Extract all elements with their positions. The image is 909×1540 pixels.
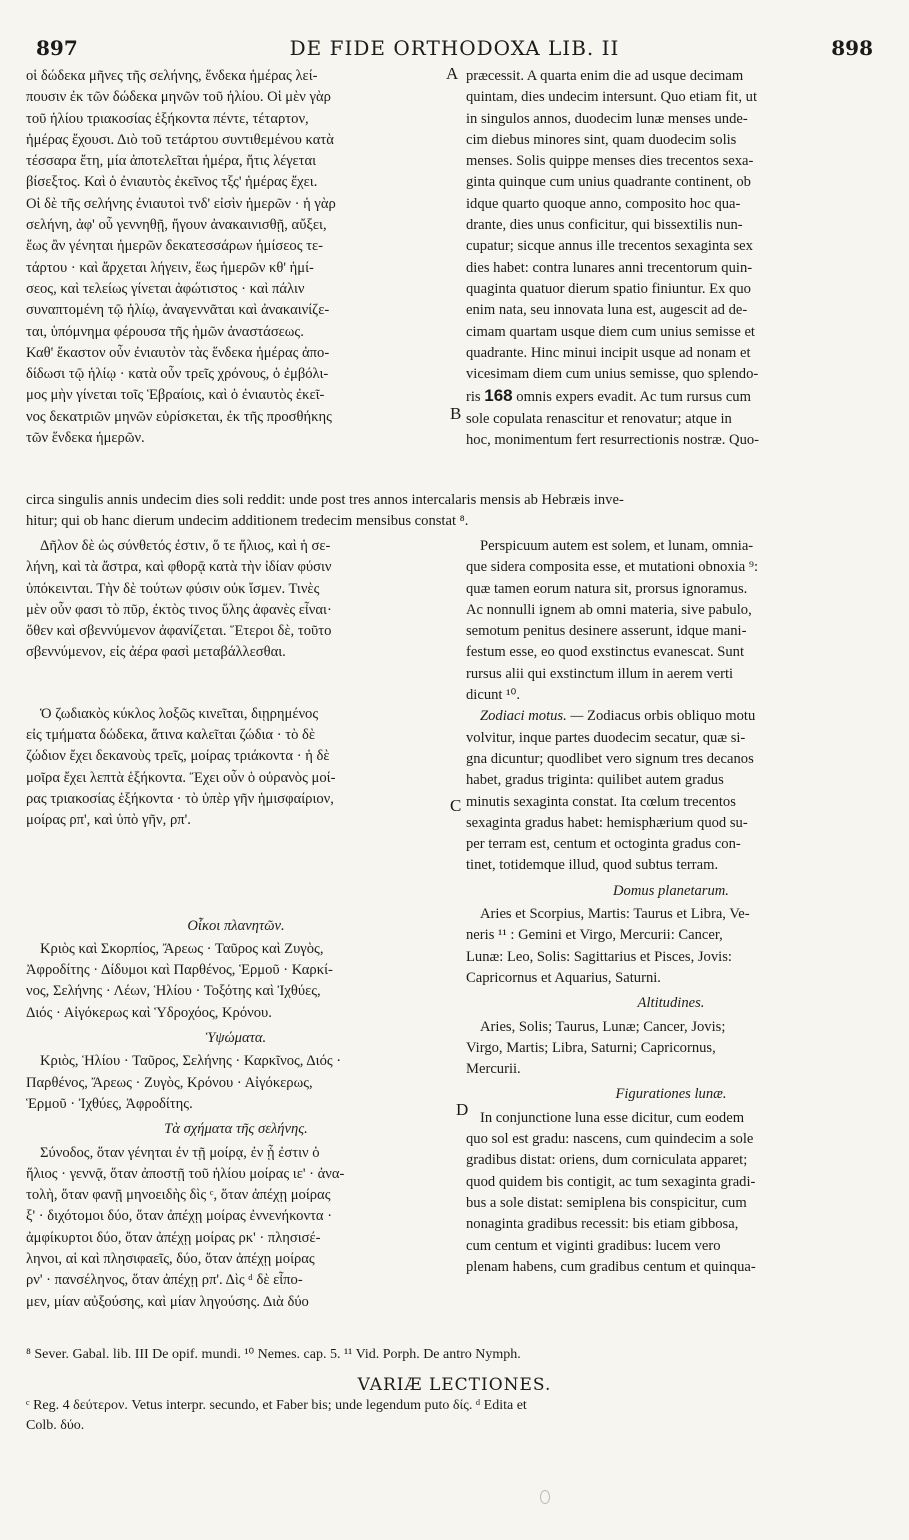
running-title: DE FIDE ORTHODOXA LIB. II [289,36,620,60]
text-line: que sidera composita esse, et mutationi obnoxia ⁹: [466,559,759,576]
text-line: Aries et Scorpius, Martis: Taurus et Libra, Ve- [480,906,750,923]
greek-paragraph-calendar [26,66,446,449]
text-line: μος μὴν γίνεται τοῖς Ἑβραίοις, καὶ ὁ ἐνιαυτὸς ἐκεῖ- [26,387,325,404]
text-line: τολὴ, ὅταν φανῇ μηνοειδὴς δὶς ᶜ, ὅταν ἀπέχῃ μοίρας [26,1187,331,1204]
text-line: quod quidem bis contigit, ac tum sexaginta gradi- [466,1173,756,1190]
greek-paragraph-houses [26,939,446,1024]
text-line: σελήνη, ἀφ' οὗ γεννηθῇ, ἤγουν ἀνακαινισθῇ, αὔξει, [26,217,327,234]
variant-readings-title: VARIÆ LECTIONES. [357,1375,552,1395]
text-line: gradibus distat: oriens, dum corniculata apparet; [466,1152,748,1169]
text-line: Ὁ ζωδιακὸς κύκλος λοξῶς κινεῖται, διῃρημένος [40,705,319,722]
page-number-left: 897 [36,36,78,60]
latin-paragraph-zodiac [466,706,876,876]
text-line: ξ' · διχότομοι δύο, ὅταν ἀπέχῃ μοίρας ἐννενήκοντα · [26,1208,333,1225]
text-line: δίδωσι τῷ ἡλίῳ · κατὰ οὖν τρεῖς χρόνους, ὁ ἐμβόλι- [26,366,329,383]
text-line: volvitur, inque partes duodecim secatur, quæ si- [466,729,746,746]
text-line: festum esse, eo quod exstinctus evanescat. Sunt [466,644,745,661]
text-line: minutis sexaginta constat. Ita cœlum trecentos [466,793,736,810]
text-line [480,708,755,724]
text-line: ginta quinque cum unius quadrante continent, ob [466,174,751,191]
text-line: plenam habens, cum gradibus centum et quinqua- [466,1258,756,1275]
text-line: Παρθένος, Ἄρεως · Ζυγὸς, Κρόνου · Αἰγόκερως, [26,1074,313,1091]
text-line: Διός · Αἰγόκερως καὶ Ὑδροχόος, Κρόνου. [26,1004,272,1021]
spacer [26,832,446,872]
margin-marker-a: A [446,64,459,83]
greek-column-upper [26,66,446,449]
text-line: Οἱ δὲ τῆς σελήνης ἐνιαυτοὶ τνδ' εἰσὶν ἡμερῶν · ἡ γὰρ [26,195,336,212]
text-line: sole copulata renascitur et renovatur; atque in [466,410,732,427]
text-line: dies habet: contra lunares anni trecentorum quin- [466,259,753,276]
paper-blemish [540,1490,550,1504]
text-line: menses. Solis quippe menses dies trecentos sexa- [466,153,754,170]
text-line: συναπτομένη τῷ ἡλίῳ, ἀναγεννᾶται καὶ ἀνακαινίζε- [26,302,330,319]
text-line: σεος, καὶ τελείως γίνεται ἀφώτιστος · καὶ πάλιν [26,280,305,297]
latin-heading-exaltations: Altitudines. [637,995,705,1012]
text-line: Lunæ: Leo, Solis: Sagittarius et Pisces, Jovis: [466,948,732,965]
text-line: præcessit. A quarta enim die ad usque decimam [466,68,744,84]
text-line: ἥλιος · γεννᾷ, ὅταν ἀποστῇ τοῦ ἡλίου μοίρας ιε' · ἀνα- [26,1165,345,1182]
text-line: βίσεξτος. Καὶ ὁ ἐνιαυτὸς ἐκεῖνος τξς' ἡμέρας ἔχει. [26,174,318,191]
text-line: neris ¹¹ : Gemini et Virgo, Mercurii: Cancer, [466,927,723,944]
text-line: ται, ὑπόμνημα φέρουσα τῆς ἡμῶν ἀναστάσεως. [26,323,304,340]
text-line: ρας τριακοσίας ἑξήκοντα · τὸ ὑπὲρ γῆν ἡμισφαίριον, [26,790,334,807]
text-line: quintam, dies undecim intersunt. Quo etiam fit, ut [466,89,758,106]
margin-marker-b: B [450,404,462,423]
margin-marker-c: C [450,796,462,815]
margin-marker-d: D [456,1100,469,1119]
page-number-right: 898 [831,36,873,60]
greek-heading-moon-phases: Τὰ σχήματα τῆς σελήνης. [164,1121,308,1138]
text-line: τέσσαρα ἔτη, μία ἀποτελεῖται ἡμέρα, ἥτις λέγεται [26,153,317,170]
text-line: Capricornus et Aquarius, Saturni. [466,969,661,986]
latin-column-lower [466,536,876,1278]
text-line: hitur; qui ob hanc dierum undecim additionem tredecim mensibus constat ⁸. [26,513,469,530]
footnotes [26,1345,876,1365]
text-line: cum centum et viginti gradibus: lucem vero [466,1237,721,1254]
text-line: σβεννύμενον, εἰς ἀέρα φασὶ μεταβάλλεσθαι. [26,644,286,661]
text-line: quæ tamen eorum natura sit, prorsus ignoramus. [466,580,748,597]
text-line: cim diebus minores sint, quam duodecim solis [466,131,737,148]
text-line: μὲν οὖν φασι τὸ πῦρ, ἐκτὸς τινος ὕλης ἀφανὲς εἶναι· [26,601,332,618]
text-line: quadrante. Hinc minui incipit usque ad nonam et [466,344,751,361]
text-line: ᶜ Reg. 4 δεύτερον. Vetus interpr. secundo, et Faber bis; unde legendum puto δίς. ᵈ Edita et [26,1398,527,1413]
text-line: μοίρας ρπ', καὶ ὑπὸ γῆν, ρπ'. [26,812,191,829]
text-line: Καθ' ἕκαστον οὖν ἐνιαυτὸν τὰς ἕνδεκα ἡμέρας ἀπο- [26,344,330,361]
text-fragment: ris [466,389,481,406]
text-line: ἀμφίκυρτοι δύο, ὅταν ἀπέχῃ μοίρας ρκ' · πλησισέ- [26,1229,321,1246]
latin-paragraph-calendar [466,66,876,451]
text-line: rursus alii qui exstinctum illum in aerem verti [466,665,734,682]
latin-paragraph-moon-phases [466,1108,876,1278]
text-line: Κριὸς καὶ Σκορπίος, Ἄρεως · Ταῦρος καὶ Ζυγὸς, [40,940,324,957]
text-line: per terram est, centum et octoginta gradus con- [466,836,741,853]
text-line: ἕως ἂν γένηται ἡμερῶν δεκατεσσάρων ἡμίσεος τε- [26,238,324,255]
text-line: ζώδιον ἔχει δεκανοὺς τρεῖς, μοίρας τριάκοντα · ἡ δὲ [26,748,330,765]
text-line: Κριὸς, Ἡλίου · Ταῦρος, Σελήνης · Καρκῖνος, Διός · [40,1053,342,1070]
text-line: Aries, Solis; Taurus, Lunæ; Cancer, Jovis; [480,1018,726,1035]
text-line: ληνοι, αἱ καὶ πλησιφαεῖς, δύο, ὅταν ἀπέχῃ μοίρας [26,1251,315,1268]
text-line: τοῦ ἡλίου τριακοσίας ἑξήκοντα πέντε, τέταρτον, [26,110,309,127]
text-line: Virgo, Martis; Libra, Saturni; Capricornus, [466,1039,716,1056]
latin-paragraph-exaltations [466,1017,876,1081]
wide-paragraph [26,490,876,533]
text-line: cupatur; sicque annus ille trecentos sexaginta sex [466,238,753,255]
latin-column-upper [466,66,876,451]
text-line: gna dicuntur; quodlibet vero signum tres decanos [466,750,754,767]
text-line: Mercurii. [466,1061,521,1078]
text-line: τῶν ἕνδεκα ἡμερῶν. [26,430,145,447]
text-line: νος δεκατριῶν μηνῶν εὑρίσκεται, ἐκ τῆς προσθήκης [26,408,332,425]
variant-readings [26,1396,876,1436]
text-line: ἡμέρας ἔχουσι. Διὸ τοῦ τετάρτου συντιθεμένου κατὰ [26,131,334,148]
text-line: μεν, μίαν αὐξούσης, καὶ μίαν ληγούσης. Διὰ δύο [26,1293,309,1310]
text-line: nonaginta gradibus recessit: bis etiam gibbosa, [466,1216,739,1233]
text-line: εἰς τμήματα δώδεκα, ἅτινα καλεῖται ζώδια · τὸ δὲ [26,727,316,744]
latin-heading-planet-houses: Domus planetarum. [613,882,729,899]
text-line: ὑπόκεινται. Τὴν δὲ τούτων φύσιν οὐκ ἴσμεν. Τινὲς [26,580,320,597]
text-line: vicesimam diem cum unius semisse, quo splendo- [466,366,759,383]
latin-paragraph-houses [466,904,876,989]
greek-column-lower [26,536,446,1313]
text-line: circa singulis annis undecim dies soli reddit: unde post tres annos intercalaris mensis ab Hebræis inve- [26,492,624,508]
text-line: habet, gradus triginta: quilibet autem gradus [466,772,724,789]
text-line: cimam quartam usque diem cum unius semisse et [466,323,755,340]
text-line: Σύνοδος, ὅταν γένηται ἐν τῇ μοίρᾳ, ἐν ᾗ ἐστιν ὁ [40,1144,320,1161]
column-number: 168 [484,386,513,406]
text-line: bus a sole distat: semiplena bis conspicitur, cum [466,1194,747,1211]
text-line: Ἑρμοῦ · Ἰχθύες, Ἀφροδίτης. [26,1095,193,1112]
greek-heading-exaltations: Ὑψώματα. [205,1030,267,1047]
text-line: sexaginta gradus habet: hemisphærium quod su- [466,814,748,831]
variant-readings-text [26,1396,876,1436]
text-line: quaginta quatuor dierum spatio finiuntur. Ex quo [466,280,751,297]
text-line: quo sol est gradu: nascens, cum quindecim a sole [466,1131,754,1148]
full-width-continuation [26,490,876,533]
latin-heading-moon-phases: Figurationes lunæ. [615,1086,727,1103]
text-line: μοῖρα ἔχει λεπτὰ ἑξήκοντα. Ἔχει οὖν ὁ οὐρανὸς μοί- [26,769,336,786]
text-line: οἱ δώδεκα μῆνες τῆς σελήνης, ἕνδεκα ἡμέρας λεί- [26,68,318,84]
text-line: Ἀφροδίτης · Δίδυμοι καὶ Παρθένος, Ἑρμοῦ · Καρκί- [26,962,333,979]
text-line: Δῆλον δὲ ὡς σύνθετός ἐστιν, ὅ τε ἥλιος, καὶ ἡ σε- [40,538,331,554]
footnote-line: ⁸ Sever. Gabal. lib. III De opif. mundi. ¹⁰ Nemes. cap. 5. ¹¹ Vid. Porph. De antro Nymph. [26,1347,521,1362]
text-line: in singulos annos, duodecim lunæ menses unde- [466,110,748,127]
text-line: τάρτου · καὶ ἄρχεται λήγειν, ἕως ἡμερῶν κθ' ἡμί- [26,259,314,276]
text-line: idque quarto quoque anno, composito hoc qua- [466,195,741,212]
text-line [466,386,751,406]
text-line: Perspicuum autem est solem, et lunam, omnia- [480,538,754,554]
text-line: drante, dies unus conficitur, qui bissextilis nun- [466,217,743,234]
text-fragment: omnis expers evadit. Ac tum rursus cum [516,389,751,406]
greek-paragraph-exaltations [26,1051,446,1115]
text-fragment: Zodiacus orbis obliquo motu [587,708,756,725]
text-line: In conjunctione luna esse dicitur, cum eodem [480,1109,745,1126]
greek-paragraph-moon-phases [26,1143,446,1313]
side-heading-zodiac: Zodiaci motus. — [480,708,584,725]
text-line: semotum penitus desinere asserunt, idque mani- [466,623,747,640]
text-line: ὅθεν καὶ σβεννύμενον ἀφανίζεται. Ἕτεροι δὲ, τοῦτο [26,623,332,640]
greek-heading-planet-houses: Οἶκοι πλανητῶν. [187,917,285,934]
text-line: dicunt ¹⁰. [466,687,520,704]
text-line: λήνη, καὶ τὰ ἄστρα, καὶ φθορᾷ κατὰ τὴν ἰδίαν φύσιν [26,559,332,576]
spacer [26,872,446,912]
text-line: ρν' · πανσέληνος, ὅταν ἀπέχῃ ρπ'. Δὶς ᵈ δὲ εἶπο- [26,1272,303,1289]
text-line: enim nata, seu innovata luna est, augescit ad de- [466,302,748,319]
greek-paragraph-zodiac [26,704,446,832]
latin-paragraph-stars [466,536,876,706]
text-line: Colb. δύο. [26,1418,85,1433]
spacer [26,664,446,704]
running-header [30,36,879,66]
text-line: πουσιν ἐκ τῶν δώδεκα μηνῶν τοῦ ἡλίου. Οἱ μὲν γὰρ [26,89,331,106]
text-line: hoc, monimentum fert resurrectionis nostræ. Quo- [466,432,760,449]
text-line: νος, Σελήνης · Λέων, Ἡλίου · Τοξότης καὶ Ἰχθύες, [26,983,321,1000]
text-line: tinet, totidemque illud, quod subtus terram. [466,857,719,874]
text-line: Ac nonnulli ignem ab omni materia, sive pabulo, [466,601,752,618]
greek-paragraph-stars [26,536,446,664]
